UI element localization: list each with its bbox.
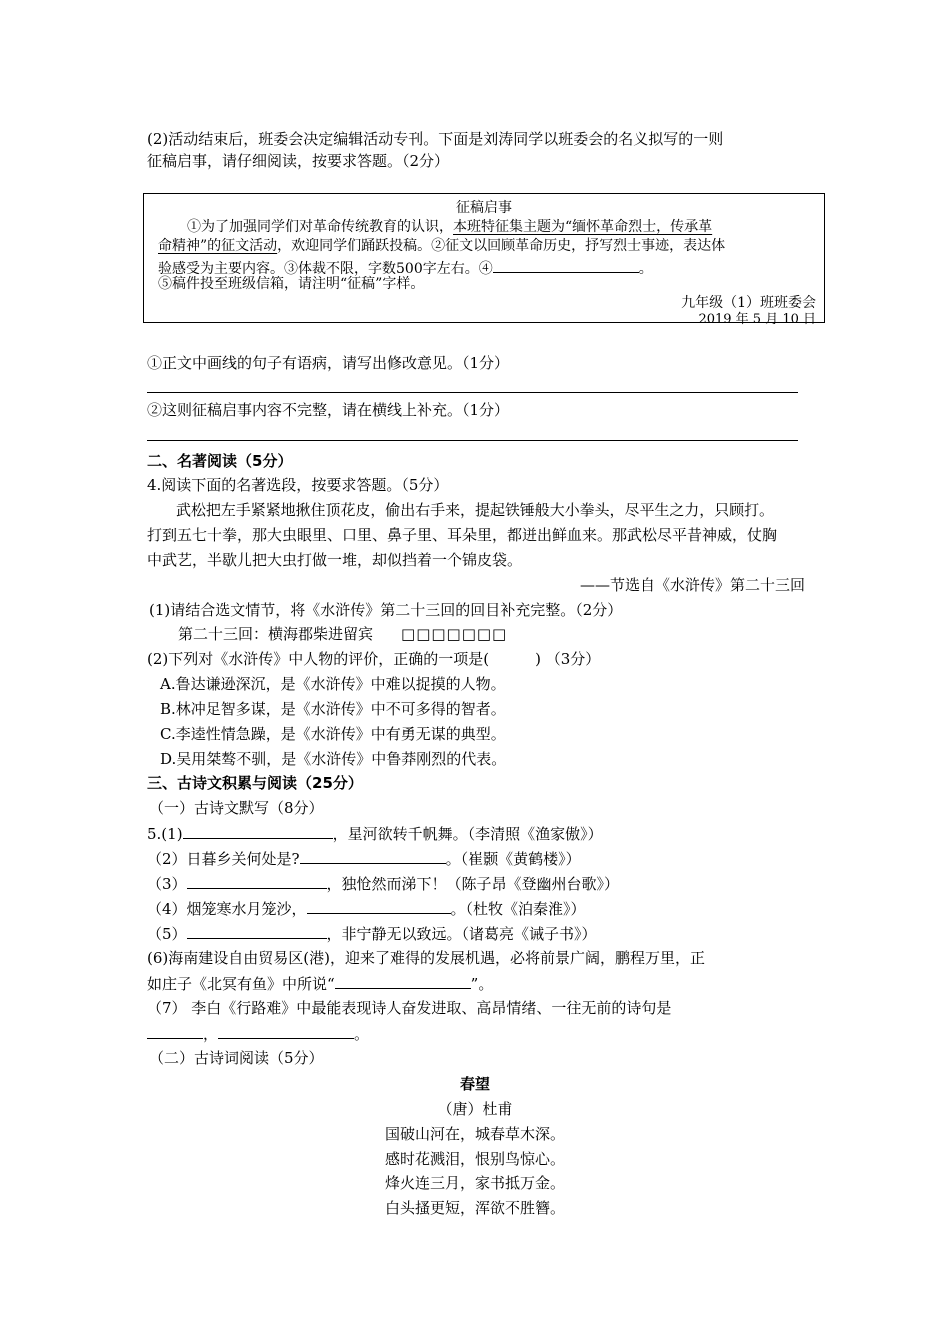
notice-line3: 验感受为主要内容。③体裁不限，字数500字左右。④ 。 <box>158 256 653 279</box>
q5-blank-2[interactable] <box>300 847 446 864</box>
notice-answer-blank[interactable] <box>493 256 639 273</box>
chapter-answer-boxes[interactable]: □□□□□□□ <box>401 625 508 643</box>
poem-line2: 感时花溅泪，恨别鸟惊心。 <box>384 1150 565 1168</box>
q5-item4: （4）烟笼寒水月笼沙， 。（杜牧《泊秦淮》） <box>147 897 586 920</box>
poem-author: （唐）杜甫 <box>437 1100 513 1118</box>
q5-item7-line1: （7） 李白《行路难》中最能表现诗人奋发进取、高昂情绪、一往无前的诗句是 <box>147 999 672 1017</box>
q5-blank-1[interactable] <box>183 822 333 839</box>
sub-question-1: ①正文中画线的句子有语病，请写出修改意见。（1分） <box>147 354 510 372</box>
q4-prompt: 4.阅读下面的名著选段，按要求答题。（5分） <box>147 476 449 494</box>
sub-question-2: ②这则征稿启事内容不完整，请在横线上补充。（1分） <box>147 401 510 419</box>
poem-line3: 烽火连三月，家书抵万金。 <box>384 1174 565 1192</box>
passage-line1: 武松把左手紧紧地揪住顶花皮，偷出右手来，提起铁锤般大小拳头，尽平生之力，只顾打。 <box>176 501 775 519</box>
answer-line-2[interactable] <box>147 440 798 441</box>
notice-signer: 九年级（1）班班委会 <box>681 295 816 311</box>
q5-blank-6[interactable] <box>335 972 471 989</box>
notice-title: 征稿启事 <box>456 200 512 216</box>
answer-line-1[interactable] <box>147 392 798 393</box>
q5-blank-7a[interactable] <box>147 1022 203 1039</box>
section3-heading: 三、古诗文积累与阅读（25分） <box>147 774 363 792</box>
option-c: C.李逵性情急躁，是《水浒传》中有勇无谋的典型。 <box>160 725 506 743</box>
q2-intro-line1: (2)活动结束后，班委会决定编辑活动专刊。下面是刘涛同学以班委会的名义拟写的一则 <box>147 130 724 148</box>
q5-item3: （3） ，独怆然而涕下！（陈子昂《登幽州台歌》） <box>147 872 619 895</box>
q2-intro-line2: 征稿启事，请仔细阅读，按要求答题。（2分） <box>147 152 450 170</box>
q4-part1: (1)请结合选文情节，将《水浒传》第二十三回的回目补充完整。（2分） <box>149 601 623 619</box>
notice-date: 2019 年 5 月 10 日 <box>698 312 816 327</box>
passage-source: ——节选自《水浒传》第二十三回 <box>579 576 805 594</box>
option-a: A.鲁达谦逊深沉，是《水浒传》中难以捉摸的人物。 <box>160 675 506 693</box>
poem-title: 春望 <box>459 1075 490 1093</box>
q4-part1-chapter: 第二十三回：横海郡柴进留宾 □□□□□□□ <box>178 625 508 643</box>
passage-line3: 中武艺，半歇儿把大虫打做一堆，却似挡着一个锦皮袋。 <box>147 551 523 569</box>
poem-line4: 白头搔更短，浑欲不胜簪。 <box>384 1199 565 1217</box>
q5-blank-7b[interactable] <box>218 1022 354 1039</box>
q5-item7-line2: ， 。 <box>147 1022 369 1045</box>
option-d: D.吴用桀骜不驯，是《水浒传》中鲁莽刚烈的代表。 <box>160 750 507 768</box>
notice-line2: 命精神”的征文活动，欢迎同学们踊跃投稿。②征文以回顾革命历史，抒写烈士事迹，表达体 <box>158 238 726 254</box>
q4-part2: (2)下列对《水浒传》中人物的评价，正确的一项是( ) （3分） <box>147 650 601 668</box>
passage-line2: 打到五七十拳，那大虫眼里、口里、鼻子里、耳朵里，都迸出鲜血来。那武松尽平昔神威，仗胸 <box>147 526 778 544</box>
section2-heading: 二、名著阅读（5分） <box>147 452 293 470</box>
notice-line1: ①为了加强同学们对革命传统教育的认识，本班特征集主题为“缅怀革命烈士，传承革 <box>187 219 713 235</box>
q5-item1: 5.(1) ，星河欲转千帆舞。（李清照《渔家傲》） <box>147 822 603 845</box>
q5-item6-line1: (6)海南建设自由贸易区(港)，迎来了难得的发展机遇，必将前景广阔，鹏程万里，正 <box>147 949 705 967</box>
q5-item6-line2: 如庄子《北冥有鱼》中所说“ ”。 <box>147 972 493 995</box>
q5-blank-4[interactable] <box>307 897 451 914</box>
notice-underlined-sentence: 本班特征集主题为“缅怀革命烈士，传承革 <box>453 219 713 235</box>
q5-item5: （5） ，非宁静无以致远。（诸葛亮《诫子书》） <box>147 922 597 945</box>
poem-line1: 国破山河在，城春草木深。 <box>384 1125 565 1143</box>
q5-item2: （2）日暮乡关何处是? 。（崔颢《黄鹤楼》） <box>147 847 581 870</box>
notice-underlined-sentence-cont: 命精神”的征文活动 <box>158 238 278 254</box>
notice-box <box>143 193 825 327</box>
q5-blank-5[interactable] <box>187 922 327 939</box>
section3-part2: （二）古诗词阅读（5分） <box>149 1049 324 1067</box>
section3-part1: （一）古诗文默写（8分） <box>149 799 324 817</box>
q5-blank-3[interactable] <box>187 872 327 889</box>
option-b: B.林冲足智多谋，是《水浒传》中不可多得的智者。 <box>160 700 506 718</box>
notice-line4: ⑤稿件投至班级信箱，请注明“征稿”字样。 <box>158 276 425 292</box>
